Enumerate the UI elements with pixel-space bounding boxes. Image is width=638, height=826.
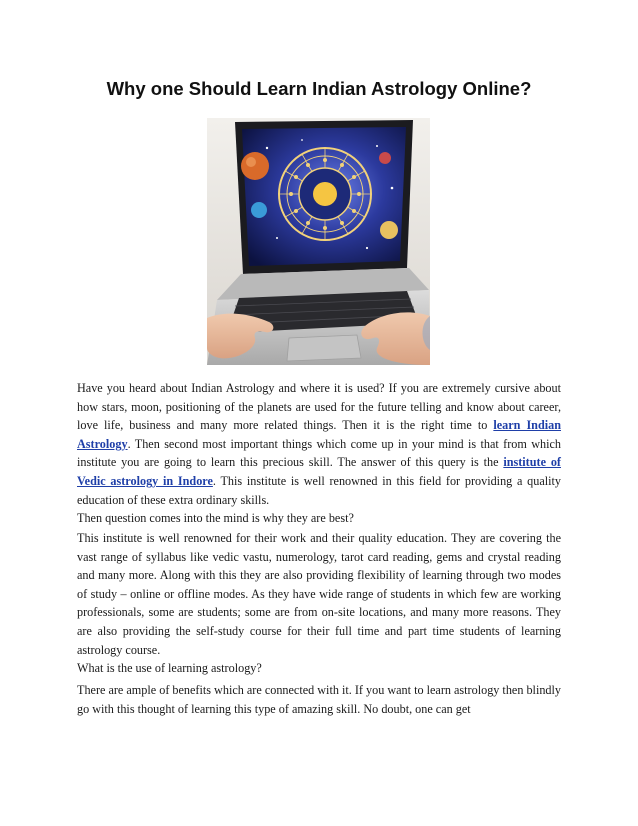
- intro-paragraph: [77, 379, 561, 509]
- intro-text-b: . Then second most important things which come up in your mind is that from which institute you are going to learn this precious skill. The answer of this query is the: [77, 436, 561, 470]
- intro-text-a: Have you heard about Indian Astrology and where it is used? If you are extremely cursive about how stars, moon, positioning of the planets are used for the future telling and know about career, love life, business and many more related things. Then it is the right time to: [77, 381, 561, 433]
- page-title: Why one Should Learn Indian Astrology Online?: [106, 78, 532, 99]
- institute-description-paragraph: This institute is well renowned for their work and their quality education. They are covering the vast range of syllabus like vedic vastu, numerology, tarot card reading, gems and crystal reading and many more. Along with this they are also providing flexibility of learning through two modes of study – online or offline modes. As they have wide range of students in which few are working professionals, some are students; some are from on-site locations, and many more reasons. They are also providing the self-study course for their full time and part time students of learning astrology course.: [77, 531, 561, 657]
- benefits-paragraph: There are ample of benefits which are connected with it. If you want to learn astrology then blindly go with this thought of learning this type of amazing skill. No doubt, one can get: [77, 683, 561, 716]
- institute-vedic-astrology-indore-link[interactable]: institute of Vedic astrology in Indore: [77, 455, 561, 488]
- intro-text-c: . This institute is well renowned in this field for providing a quality education of these extra ordinary skills.: [77, 473, 561, 507]
- question-paragraph-use-of-astrology: What is the use of learning astrology?: [77, 661, 262, 675]
- learn-indian-astrology-link[interactable]: learn Indian Astrology: [77, 418, 561, 451]
- question-paragraph-why-best: Then question comes into the mind is why they are best?: [77, 511, 354, 525]
- laptop-astrology-illustration-icon: [207, 118, 430, 365]
